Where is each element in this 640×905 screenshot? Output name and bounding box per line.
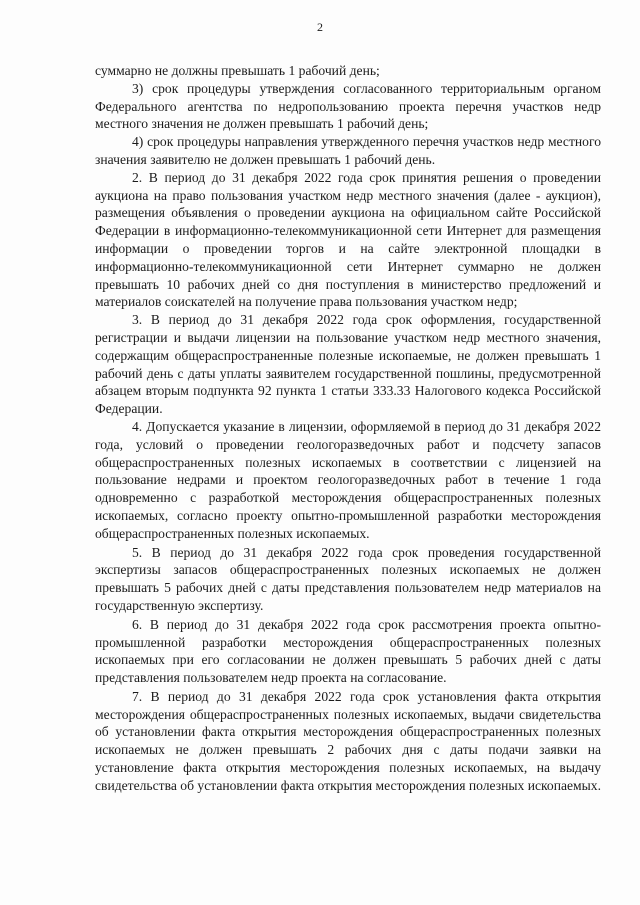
paragraph-item-4: 4. Допускается указание в лицензии, оформляемой в период до 31 декабря 2022 года, условий о проведении геологоразведочных работ и подсчету запасов общераспространенных полезных ископаемых в соответствии с лицензией на пользование недрами и проектом геологоразведочных работ в течение 1 года одновременно с разработкой месторождения общераспространенных полезных ископаемых, согласно проекту опытно-промышленной разработки месторождения общераспространенных полезных ископаемых. bbox=[95, 418, 601, 541]
paragraph-item-3: 3. В период до 31 декабря 2022 года срок оформления, государственной регистрации и выдачи лицензии на пользование участком недр местного значения, содержащим общераспространенные полезные ископаемые, не должен превышать 1 рабочий день с даты уплаты заявителем государственной пошлины, предусмотренной абзацем вторым подпункта 92 пункта 1 статьи 333.33 Налогового кодекса Российской Федерации. bbox=[95, 312, 601, 417]
paragraph-item-6: 6. В период до 31 декабря 2022 года срок рассмотрения проекта опытно-промышленной разработки месторождения общераспространенных полезных ископаемых при его согласовании не должен превышать 5 рабочих дней с даты представления пользователем недр проекта на согласование. bbox=[95, 616, 601, 686]
paragraph-subitem-4: 4) срок процедуры направления утвержденного перечня участков недр местного значения заявителю не должен превышать 1 рабочий день. bbox=[95, 134, 601, 167]
document-body bbox=[95, 62, 601, 795]
paragraph-item-7: 7. В период до 31 декабря 2022 года срок установления факта открытия месторождения общераспространенных полезных ископаемых, выдачи свидетельства об установлении факта открытия месторождения общераспространенных полезных ископаемых не должен превышать 2 рабочих дня с даты подачи заявки на установление факта открытия месторождения полезных ископаемых, на выдачу свидетельства об установлении факта открытия месторождения полезных ископаемых. bbox=[95, 688, 601, 793]
paragraph-item-5: 5. В период до 31 декабря 2022 года срок проведения государственной экспертизы запасов общераспространенных полезных ископаемых не должен превышать 5 рабочих дней с даты представления пользователем недр материалов на государственную экспертизу. bbox=[95, 544, 601, 613]
paragraph-continuation: суммарно не должны превышать 1 рабочий день; bbox=[95, 63, 380, 78]
paragraph-subitem-3: 3) срок процедуры утверждения согласованного территориальным органом Федерального агентства по недропользованию проекта перечня участков недр местного значения не должен превышать 1 рабочий день; bbox=[95, 80, 601, 132]
page-number: 2 bbox=[317, 20, 323, 34]
paragraph-item-2: 2. В период до 31 декабря 2022 года срок принятия решения о проведении аукциона на право пользования участком недр местного значения (далее - аукцион), размещения объявления о проведении аукциона на официальном сайте Российской Федерации в информационно-телекоммуникационной сети Интернет для размещения информации о проведении торгов и на сайте электронной площадки в информационно-телекоммуникационной сети Интернет суммарно не должен превышать 10 рабочих дней со дня поступления в министерство предложений и материалов соискателей на получение права пользования участком недр; bbox=[95, 169, 601, 310]
